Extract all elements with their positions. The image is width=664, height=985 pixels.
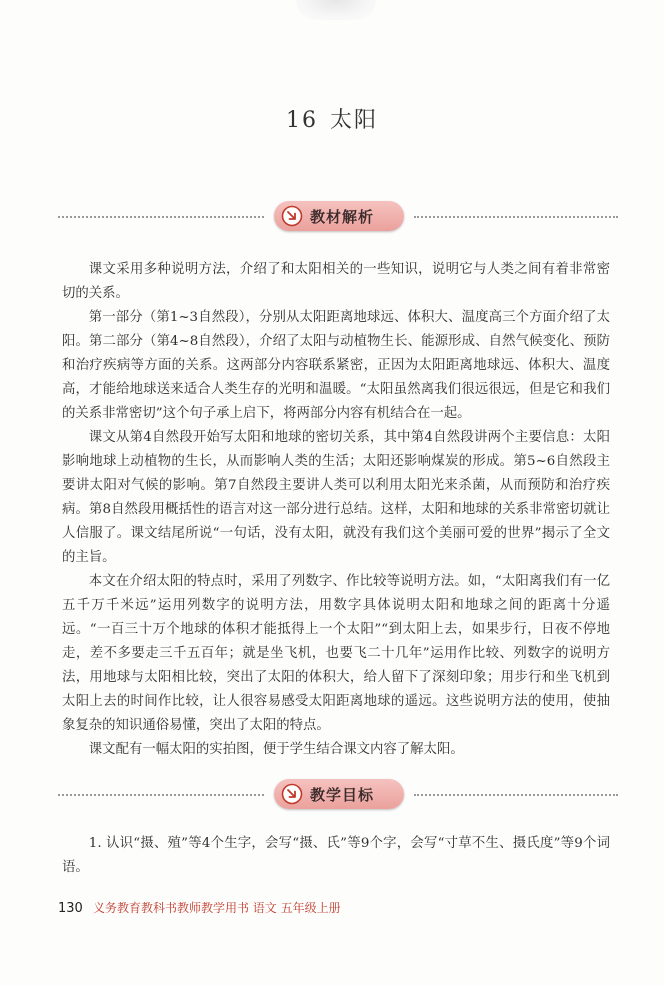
section-label: 教材解析 (310, 208, 375, 226)
binding-shadow (296, 0, 376, 20)
paragraph: 第一部分（第1~3自然段），分别从太阳距离地球远、体积大、温度高三个方面介绍了太阳。第二部分（第4~8自然段），介绍了太阳与动植物生长、能源形成、自然气候变化、预防和治疗疾病等方面的关系。这两部分内容联系紧密，正因为太阳距离地球远、体积大、温度高，才能给地球送来适合人类生存的光明和温暖。“太阳虽然离我们很远很远，但是它和我们的关系非常密切”这个句子承上启下，将两部分内容有机结合在一起。 (62, 310, 610, 421)
page-number: 130 (58, 901, 83, 916)
lesson-name: 太阳 (329, 108, 378, 133)
arrow-down-right-circle-icon (281, 205, 303, 227)
section-badge (274, 201, 404, 231)
paragraph: 课文配有一幅太阳的实拍图，便于学生结合课文内容了解太阳。 (88, 742, 464, 757)
dotted-divider (58, 216, 264, 218)
book-title: 义务教育教科书教师教学用书 语文 五年级上册 (92, 901, 341, 915)
paragraph: 1. 认识“摄、殖”等4个生字，会写“摄、氏”等9个字，会写“寸草不生、摄氏度”等9个词语。 (62, 836, 610, 875)
paragraph: 课文从第4自然段开始写太阳和地球的密切关系，其中第4自然段讲两个主要信息：太阳影响地球上动植物的生长，从而影响人类的生活；太阳还影响煤炭的形成。第5~6自然段主要讲太阳对气候的影响。第7自然段主要讲人类可以利用太阳光来杀菌，从而预防和治疗疾病。第8自然段用概括性的语言对这一部分进行总结。这样，太阳和地球的关系非常密切就让人信服了。课文结尾所说“一句话，没有太阳，就没有我们这个美丽可爱的世界”揭示了全文的主旨。 (62, 430, 610, 565)
section-label: 教学目标 (310, 786, 375, 804)
page-footer (58, 899, 341, 916)
paragraph: 课文采用多种说明方法，介绍了和太阳相关的一些知识，说明它与人类之间有着非常密切的关系。 (62, 262, 610, 301)
section-badge (274, 779, 404, 809)
lesson-title (0, 103, 664, 134)
dotted-divider (414, 794, 618, 796)
arrow-down-right-circle-icon (281, 783, 303, 805)
analysis-body (62, 258, 610, 762)
dotted-divider (414, 216, 618, 218)
lesson-number: 16 (285, 108, 318, 133)
paragraph: 本文在介绍太阳的特点时，采用了列数字、作比较等说明方法。如，“太阳离我们有一亿五千万千米远”运用列数字的说明方法，用数字具体说明太阳和地球之间的距离十分遥远。“一百三十万个地球的体积才能抵得上一个太阳”“到太阳上去，如果步行，日夜不停地走，差不多要走三千五百年；就是坐飞机，也要飞二十几年”运用作比较、列数字的说明方法，用地球与太阳相比较，突出了太阳的体积大，给人留下了深刻印象；用步行和坐飞机到太阳上去的时间作比较，让人很容易感受太阳距离地球的遥远。这些说明方法的使用，使抽象复杂的知识通俗易懂，突出了太阳的特点。 (62, 574, 610, 733)
section-header-goals (58, 779, 618, 811)
section-header-analysis (58, 201, 618, 233)
dotted-divider (58, 794, 264, 796)
goals-body (62, 832, 610, 880)
